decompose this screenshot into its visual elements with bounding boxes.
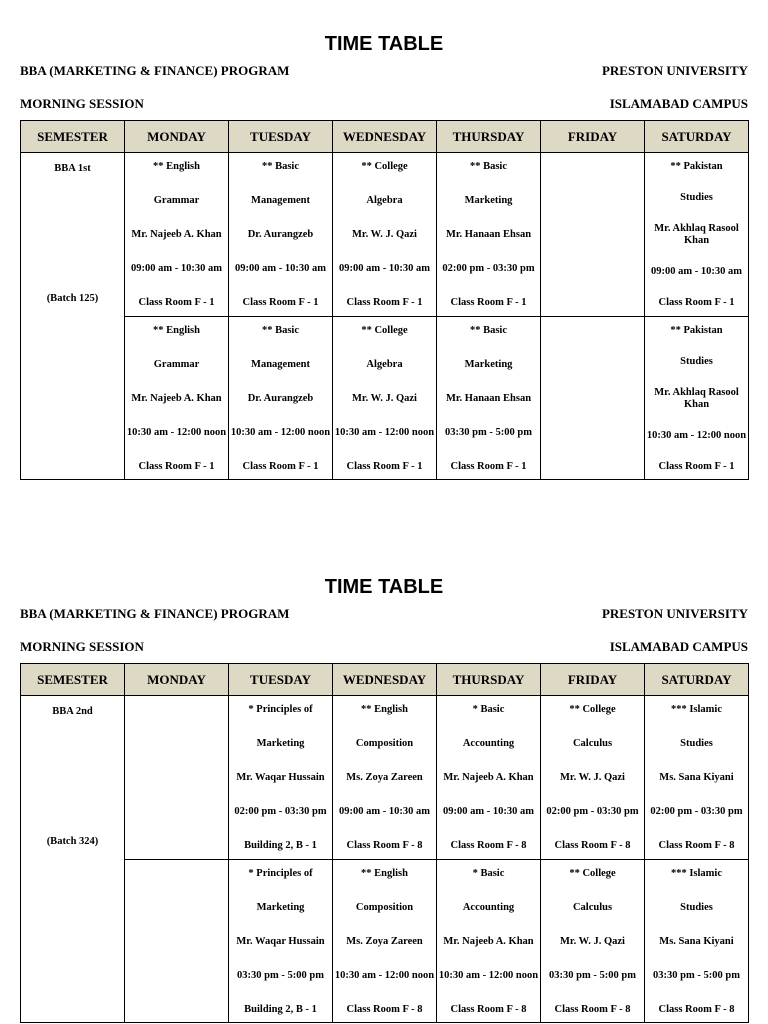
room: Class Room F - 1: [658, 297, 735, 308]
class-cell: [645, 696, 749, 860]
class-time: 03:30 pm - 5:00 pm: [237, 969, 324, 981]
class-cell: [333, 696, 437, 860]
course-name: Algebra: [366, 195, 403, 206]
class-row: [21, 696, 749, 860]
room: Class Room F - 1: [242, 297, 319, 308]
class-row: [21, 859, 749, 1023]
class-time: 10:30 am - 12:00 noon: [438, 969, 539, 981]
header-monday: MONDAY: [125, 121, 229, 153]
course-prefix: ** Basic: [469, 161, 508, 172]
class-time: 10:30 am - 12:00 noon: [646, 429, 747, 441]
course-name: Studies: [680, 901, 713, 913]
course-prefix: ** English: [153, 324, 200, 336]
batch-label: (Batch 125): [46, 293, 99, 304]
course-name: Marketing: [256, 901, 305, 913]
course-name: Calculus: [572, 738, 613, 749]
header-row: [21, 121, 749, 153]
course-prefix: ** Basic: [469, 324, 508, 336]
room: Class Room F - 8: [450, 1003, 527, 1015]
header-wednesday: WEDNESDAY: [333, 121, 437, 153]
header-semester: SEMESTER: [21, 664, 125, 696]
room: Class Room F - 1: [346, 460, 423, 472]
header-saturday: SATURDAY: [645, 121, 749, 153]
class-cell: [645, 316, 749, 480]
header-row: [21, 664, 749, 696]
course-prefix: ** English: [153, 161, 200, 172]
header-monday: MONDAY: [125, 664, 229, 696]
course-prefix: ** College: [569, 867, 616, 879]
session-name: MORNING SESSION: [20, 96, 144, 111]
course-prefix: *** Islamic: [670, 867, 723, 879]
course-prefix: * Basic: [472, 867, 505, 879]
room: Class Room F - 1: [450, 297, 527, 308]
course-name: Management: [251, 358, 310, 370]
course-prefix: ** College: [361, 324, 408, 336]
instructor: Mr. Najeeb A. Khan: [443, 935, 534, 947]
university-name: PRESTON UNIVERSITY: [601, 606, 748, 621]
room: Class Room F - 1: [138, 460, 215, 472]
course-prefix: ** Basic: [261, 324, 300, 336]
class-time: 09:00 am - 10:30 am: [131, 263, 222, 274]
instructor: Mr. Najeeb A. Khan: [131, 229, 222, 240]
class-time: 09:00 am - 10:30 am: [339, 263, 430, 274]
university-name: PRESTON UNIVERSITY: [601, 63, 748, 78]
instructor: Mr. Hanaan Ehsan: [445, 229, 532, 240]
program-name: BBA (MARKETING & FINANCE) PROGRAM: [20, 63, 290, 78]
room: Class Room F - 8: [554, 1003, 631, 1015]
class-cell: [125, 696, 229, 860]
class-cell: [125, 859, 229, 1023]
class-cell: [437, 859, 541, 1023]
course-prefix: *** Islamic: [670, 704, 723, 715]
instructor: Mr. Waqar Hussain: [236, 935, 325, 947]
class-cell: [229, 316, 333, 480]
class-cell: [229, 859, 333, 1023]
room: Class Room F - 1: [138, 297, 215, 308]
class-cell: [541, 153, 645, 317]
instructor: Ms. Sana Kiyani: [659, 772, 734, 783]
instructor: Mr. Hanaan Ehsan: [445, 392, 532, 404]
course-name: Composition: [355, 738, 414, 749]
batch-label: (Batch 324): [46, 836, 99, 847]
course-name: Marketing: [256, 738, 305, 749]
course-name: Studies: [680, 738, 713, 749]
class-time: 02:00 pm - 03:30 pm: [442, 263, 535, 274]
semester-cell: [21, 153, 125, 480]
page-title: TIME TABLE: [324, 33, 444, 55]
course-prefix: ** Pakistan: [670, 324, 723, 336]
timetable: [20, 120, 749, 480]
room: Building 2, B - 1: [244, 1003, 317, 1015]
class-cell: [333, 316, 437, 480]
semester-label: BBA 1st: [54, 163, 91, 174]
course-name: Studies: [680, 192, 713, 203]
header-tuesday: TUESDAY: [229, 121, 333, 153]
instructor: Dr. Aurangzeb: [247, 392, 314, 404]
session-name: MORNING SESSION: [20, 639, 144, 654]
course-prefix: * Principles of: [248, 704, 313, 715]
class-cell: [437, 316, 541, 480]
course-prefix: ** Basic: [261, 161, 300, 172]
instructor: Dr. Aurangzeb: [247, 229, 314, 240]
instructor: Mr. W. J. Qazi: [352, 229, 417, 240]
course-name: Grammar: [153, 358, 200, 370]
class-time: 10:30 am - 12:00 noon: [334, 969, 435, 981]
room: Class Room F - 8: [554, 840, 631, 851]
course-prefix: ** Pakistan: [670, 161, 723, 172]
instructor: Mr. Akhlaq Rasool Khan: [654, 223, 739, 246]
room: Class Room F - 8: [658, 840, 735, 851]
class-time: 09:00 am - 10:30 am: [339, 806, 430, 817]
class-cell: [541, 696, 645, 860]
course-prefix: ** College: [361, 161, 408, 172]
room: Building 2, B - 1: [244, 840, 317, 851]
class-time: 03:30 pm - 5:00 pm: [653, 969, 740, 981]
course-name: Accounting: [462, 738, 515, 749]
room: Class Room F - 1: [658, 460, 735, 472]
course-prefix: ** English: [361, 704, 408, 715]
instructor: Mr. Najeeb A. Khan: [131, 392, 222, 404]
course-name: Marketing: [464, 358, 513, 370]
course-name: Accounting: [462, 901, 515, 913]
instructor: Mr. W. J. Qazi: [560, 935, 625, 947]
class-time: 02:00 pm - 03:30 pm: [546, 806, 639, 817]
semester-cell: [21, 696, 125, 1023]
course-name: Grammar: [153, 195, 200, 206]
course-name: Algebra: [366, 358, 403, 370]
instructor: Ms. Zoya Zareen: [346, 935, 423, 947]
header-friday: FRIDAY: [541, 664, 645, 696]
campus-name: ISLAMABAD CAMPUS: [609, 96, 748, 111]
class-cell: [125, 316, 229, 480]
class-time: 10:30 am - 12:00 noon: [126, 426, 227, 438]
header-friday: FRIDAY: [541, 121, 645, 153]
room: Class Room F - 8: [658, 1003, 735, 1015]
instructor: Mr. Waqar Hussain: [236, 772, 325, 783]
class-time: 10:30 am - 12:00 noon: [334, 426, 435, 438]
timetable: [20, 663, 749, 1023]
class-time: 02:00 pm - 03:30 pm: [650, 806, 743, 817]
class-cell: [645, 859, 749, 1023]
course-name: Composition: [355, 901, 414, 913]
class-row: [21, 316, 749, 480]
class-time: 09:00 am - 10:30 am: [651, 266, 742, 277]
instructor: Ms. Sana Kiyani: [659, 935, 734, 947]
timetable-body: [21, 696, 749, 1023]
header-thursday: THURSDAY: [437, 664, 541, 696]
class-cell: [229, 153, 333, 317]
header-thursday: THURSDAY: [437, 121, 541, 153]
campus-name: ISLAMABAD CAMPUS: [609, 639, 748, 654]
class-cell: [437, 153, 541, 317]
class-cell: [437, 696, 541, 860]
class-cell: [229, 696, 333, 860]
instructor: Mr. Akhlaq Rasool Khan: [654, 386, 739, 410]
class-time: 09:00 am - 10:30 am: [235, 263, 326, 274]
timetable-body: [21, 153, 749, 480]
room: Class Room F - 1: [346, 297, 423, 308]
course-name: Management: [251, 195, 310, 206]
semester-label: BBA 2nd: [52, 706, 93, 717]
room: Class Room F - 8: [450, 840, 527, 851]
class-cell: [125, 153, 229, 317]
instructor: Mr. W. J. Qazi: [352, 392, 417, 404]
course-prefix: * Basic: [472, 704, 505, 715]
course-name: Marketing: [464, 195, 513, 206]
header-semester: SEMESTER: [21, 121, 125, 153]
instructor: Ms. Zoya Zareen: [346, 772, 423, 783]
course-prefix: ** College: [569, 704, 616, 715]
header-tuesday: TUESDAY: [229, 664, 333, 696]
course-name: Studies: [680, 355, 713, 367]
class-cell: [333, 153, 437, 317]
program-name: BBA (MARKETING & FINANCE) PROGRAM: [20, 606, 290, 621]
class-cell: [333, 859, 437, 1023]
header-saturday: SATURDAY: [645, 664, 749, 696]
class-cell: [541, 859, 645, 1023]
class-time: 09:00 am - 10:30 am: [443, 806, 534, 817]
class-cell: [645, 153, 749, 317]
class-time: 03:30 pm - 5:00 pm: [549, 969, 636, 981]
course-prefix: ** English: [361, 867, 408, 879]
class-cell: [541, 316, 645, 480]
class-time: 03:30 pm - 5:00 pm: [445, 426, 532, 438]
class-time: 02:00 pm - 03:30 pm: [234, 806, 327, 817]
course-name: Calculus: [572, 901, 613, 913]
class-row: [21, 153, 749, 317]
room: Class Room F - 1: [450, 460, 527, 472]
instructor: Mr. Najeeb A. Khan: [443, 772, 534, 783]
page-title: TIME TABLE: [324, 576, 444, 598]
instructor: Mr. W. J. Qazi: [560, 772, 625, 783]
course-prefix: * Principles of: [248, 867, 313, 879]
room: Class Room F - 8: [346, 840, 423, 851]
room: Class Room F - 8: [346, 1003, 423, 1015]
room: Class Room F - 1: [242, 460, 319, 472]
class-time: 10:30 am - 12:00 noon: [230, 426, 331, 438]
header-wednesday: WEDNESDAY: [333, 664, 437, 696]
